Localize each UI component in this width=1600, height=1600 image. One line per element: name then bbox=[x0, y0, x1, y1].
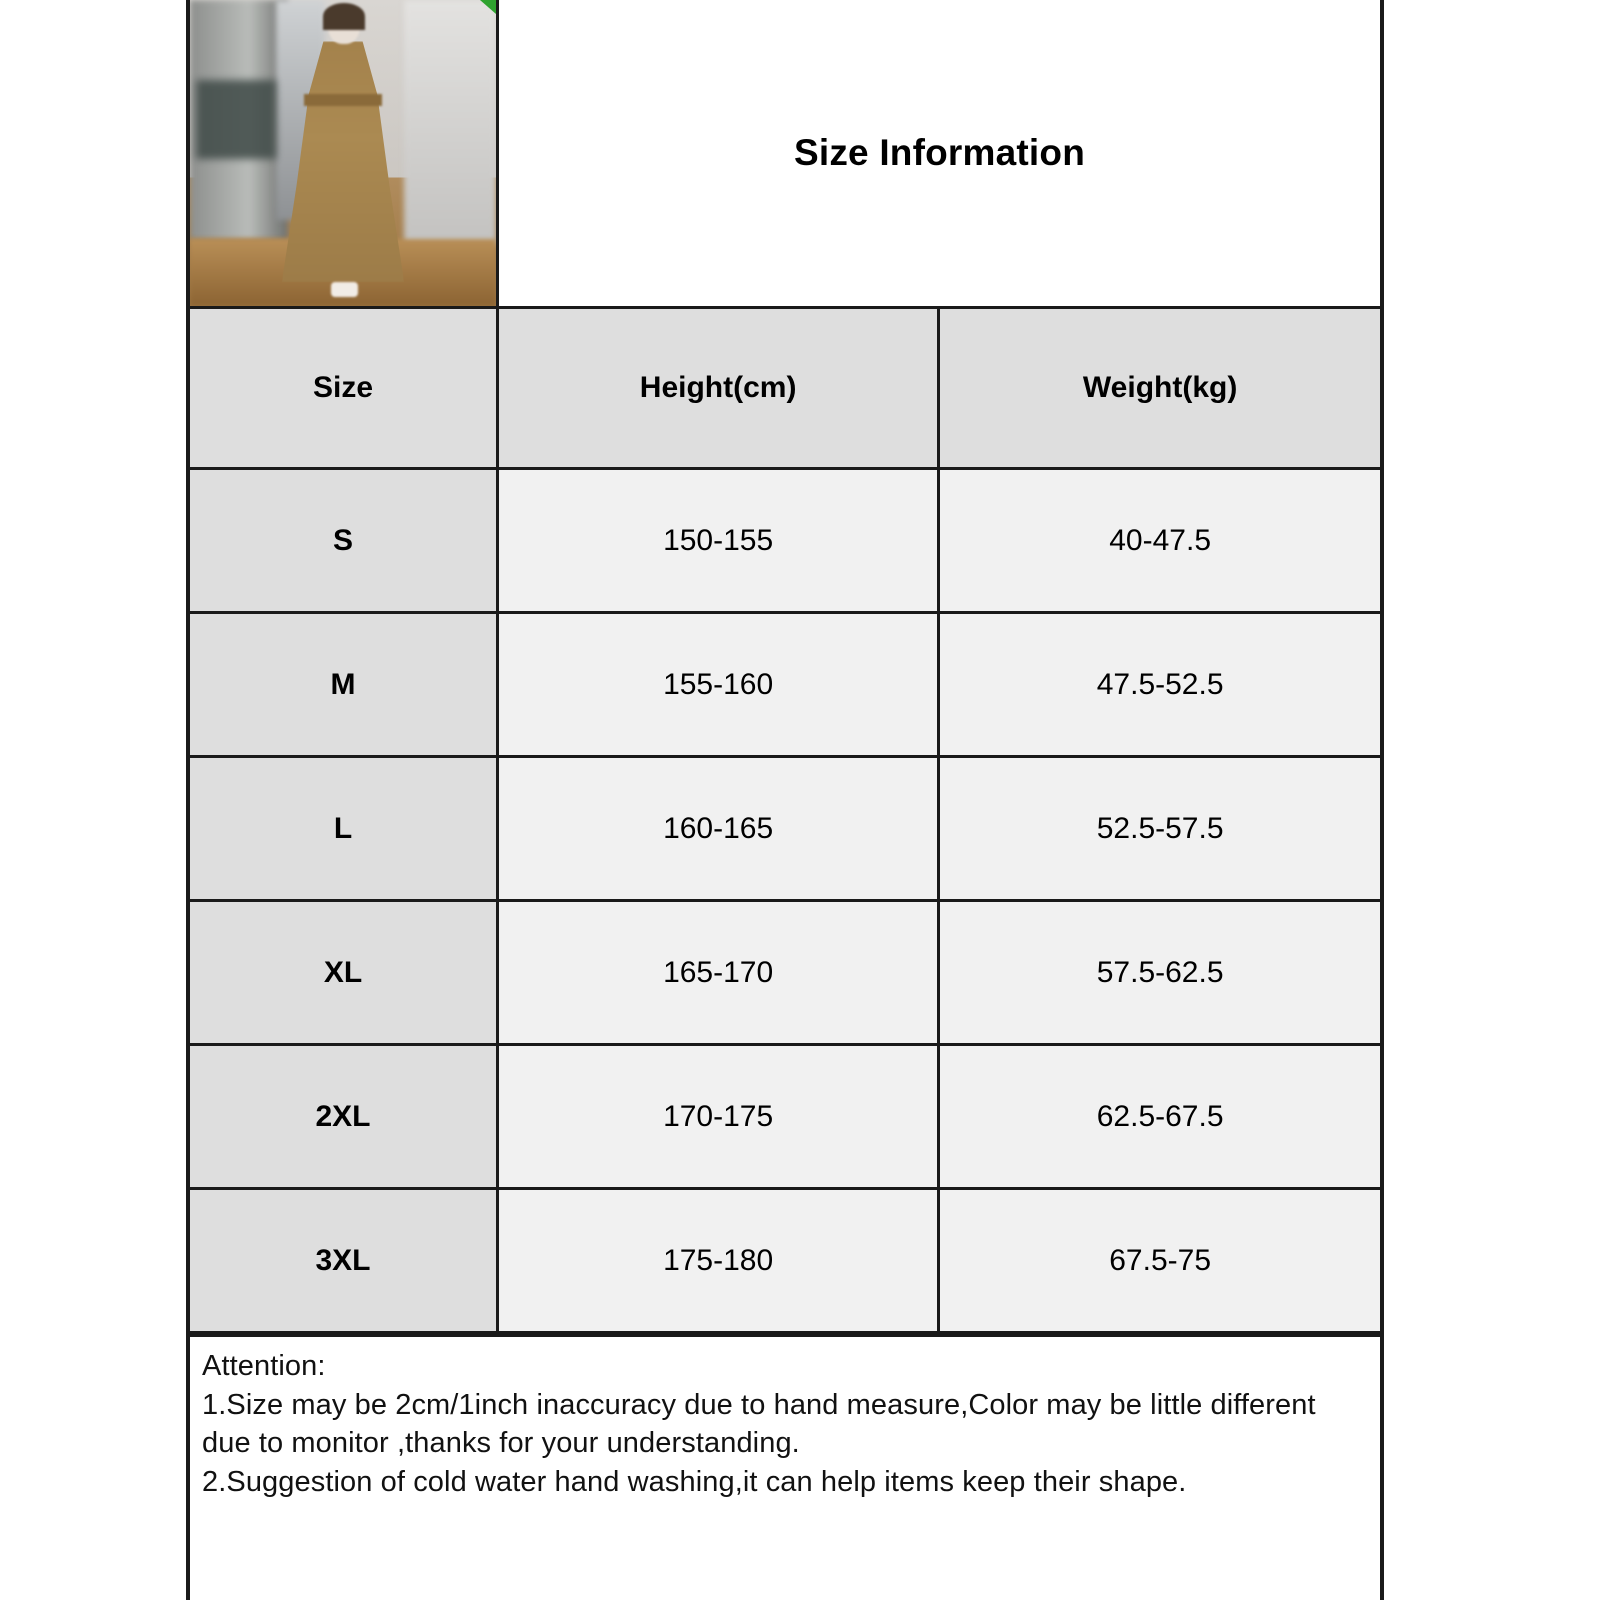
cell-weight: 47.5-52.5 bbox=[939, 613, 1380, 757]
table-row bbox=[190, 901, 1380, 1045]
product-photo bbox=[190, 0, 498, 308]
attention-line-1: 1.Size may be 2cm/1inch inaccuracy due to hand measure,Color may be little different due to monitor ,thanks for your understanding. bbox=[202, 1388, 1316, 1460]
cell-size: S bbox=[190, 469, 498, 613]
size-information-table bbox=[190, 0, 1380, 1334]
attention-line-2: 2.Suggestion of cold water hand washing,it can help items keep their shape. bbox=[202, 1465, 1187, 1498]
column-header-size: Size bbox=[190, 308, 498, 469]
cell-size: L bbox=[190, 757, 498, 901]
table-row bbox=[190, 757, 1380, 901]
cell-size: M bbox=[190, 613, 498, 757]
cell-weight: 67.5-75 bbox=[939, 1189, 1380, 1333]
cell-size: XL bbox=[190, 901, 498, 1045]
cell-height: 175-180 bbox=[498, 1189, 939, 1333]
column-header-height: Height(cm) bbox=[498, 308, 939, 469]
attention-note bbox=[190, 1334, 1380, 1501]
table-row bbox=[190, 469, 1380, 613]
photo-dress bbox=[282, 41, 404, 282]
cell-height: 155-160 bbox=[498, 613, 939, 757]
cell-height: 165-170 bbox=[498, 901, 939, 1045]
card-title-cell bbox=[498, 0, 1381, 308]
photo-belt bbox=[304, 94, 382, 106]
photo-hair bbox=[323, 3, 365, 29]
column-header-weight: Weight(kg) bbox=[939, 308, 1380, 469]
attention-heading: Attention: bbox=[202, 1350, 326, 1382]
table-header-top-row bbox=[190, 0, 1380, 308]
cell-weight: 40-47.5 bbox=[939, 469, 1380, 613]
size-chart-card bbox=[186, 0, 1384, 1600]
cell-size: 3XL bbox=[190, 1189, 498, 1333]
photo-shoes bbox=[331, 282, 358, 297]
table-row bbox=[190, 613, 1380, 757]
table-row bbox=[190, 1045, 1380, 1189]
cell-size: 2XL bbox=[190, 1045, 498, 1189]
cell-height: 150-155 bbox=[498, 469, 939, 613]
photo-dark-panel bbox=[196, 80, 276, 160]
table-row bbox=[190, 1189, 1380, 1333]
card-title: Size Information bbox=[794, 132, 1085, 173]
cell-weight: 57.5-62.5 bbox=[939, 901, 1380, 1045]
product-photo-image bbox=[190, 0, 496, 306]
photo-model bbox=[282, 6, 404, 300]
cell-height: 170-175 bbox=[498, 1045, 939, 1189]
photo-wall-right bbox=[404, 0, 496, 245]
cell-height: 160-165 bbox=[498, 757, 939, 901]
cell-weight: 62.5-67.5 bbox=[939, 1045, 1380, 1189]
table-column-headers bbox=[190, 308, 1380, 469]
cell-weight: 52.5-57.5 bbox=[939, 757, 1380, 901]
